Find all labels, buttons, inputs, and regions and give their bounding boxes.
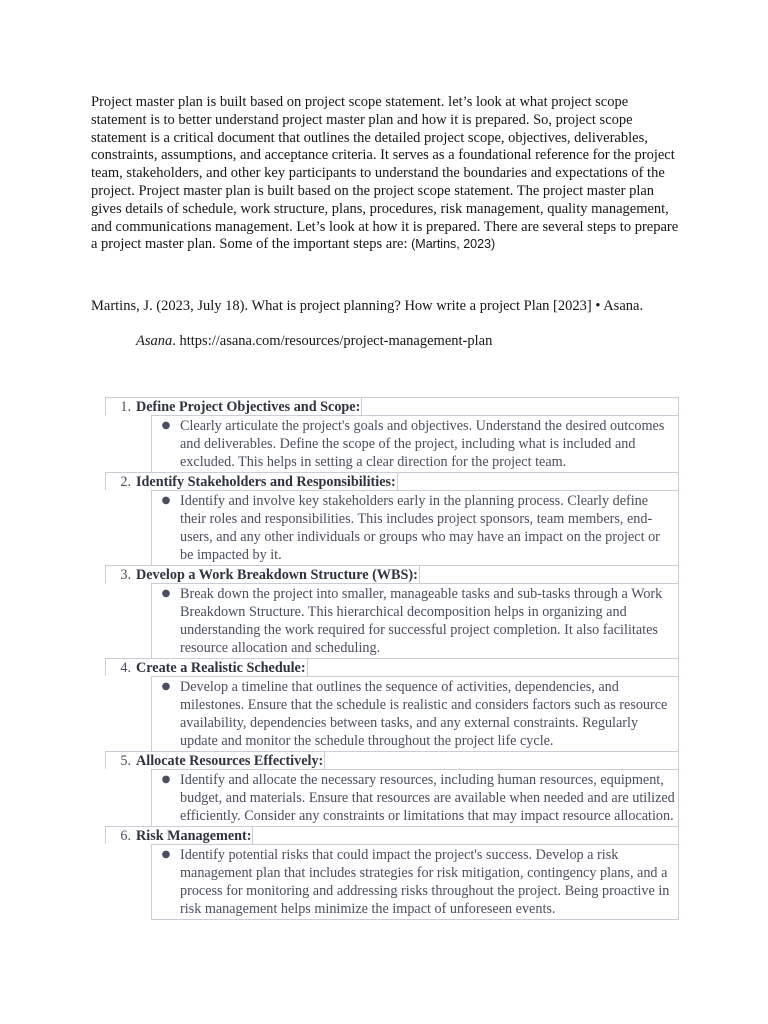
step-number: 4. (120, 659, 131, 676)
reference-url: . https://asana.com/resources/project-management-plan (172, 333, 493, 349)
step-heading (105, 826, 679, 844)
bullet-icon: ● (161, 681, 171, 692)
step-item (105, 565, 679, 658)
step-heading (105, 565, 679, 583)
step-title: Develop a Work Breakdown Structure (WBS): (136, 566, 418, 583)
bullet-icon: ● (161, 420, 171, 431)
intro-citation: (Martins, 2023) (411, 237, 496, 252)
step-title: Allocate Resources Effectively: (136, 752, 324, 769)
step-heading (105, 751, 679, 769)
steps-list (105, 397, 679, 920)
step-item (105, 472, 679, 565)
step-bullet-text: Identify and involve key stakeholders early in the planning process. Clearly define their roles and responsibilities. This includes project sponsors, team members, end-users, and any other individuals or groups who may have an impact on the project or be impacted by it. (180, 493, 660, 563)
step-item (105, 397, 679, 472)
step-title: Create a Realistic Schedule: (136, 659, 306, 676)
bullet-icon: ● (161, 495, 171, 506)
step-bullet-text: Develop a timeline that outlines the sequence of activities, dependencies, and milestones. Ensure that the schedule is realistic and considers factors such as resource availability, dependencies between tasks, and any external constraints. Regularly update and monitor the schedule throughout the project life cycle. (180, 679, 668, 749)
step-title: Identify Stakeholders and Responsibilities: (136, 473, 396, 490)
reference-source-name: Asana (136, 333, 173, 349)
reference-source (136, 332, 696, 350)
step-heading (105, 397, 679, 415)
step-bullet-text: Identify and allocate the necessary resources, including human resources, equipment, budget, and materials. Ensure that resources are available when needed and are utilized efficiently. Consider any constraints or limitations that may impact resource allocation. (180, 772, 675, 824)
step-heading (105, 658, 679, 676)
step-bullet-text: Clearly articulate the project's goals and objectives. Understand the desired outcomes and deliverables. Define the scope of the project, including what is included and excluded. This helps in setting a clear direction for the project team. (180, 418, 665, 470)
step-number: 2. (120, 473, 131, 490)
step-item (105, 751, 679, 826)
step-title: Risk Management: (136, 827, 252, 844)
step-number: 1. (120, 398, 131, 415)
step-item (105, 826, 679, 920)
reference-line: Martins, J. (2023, July 18). What is project planning? How write a project Plan [2023] • Asana. (91, 298, 644, 314)
step-bullet-text: Break down the project into smaller, manageable tasks and sub-tasks through a Work Breakdown Structure. This hierarchical decomposition helps in organizing and understanding the work required for successful project completion. It also facilitates resource allocation and scheduling. (180, 586, 663, 656)
bullet-icon: ● (161, 588, 171, 599)
step-bullet-row (151, 490, 679, 565)
step-number: 6. (120, 827, 131, 844)
step-title: Define Project Objectives and Scope: (136, 398, 361, 415)
step-bullet-row (151, 844, 679, 920)
step-bullet-row (151, 415, 679, 472)
step-number: 5. (120, 752, 131, 769)
step-bullet-row (151, 769, 679, 826)
step-bullet-row (151, 583, 679, 658)
bullet-icon: ● (161, 774, 171, 785)
intro-text: Project master plan is built based on project scope statement. let’s look at what project scope statement is to better understand project master plan and how it is prepared. So, project scope statement is a critical document that outlines the detailed project scope, objectives, deliverables, constraints, assumptions, and acceptance criteria. It serves as a foundational reference for the project team, stakeholders, and other key participants to understand the boundaries and expectations of the project. Project master plan is built based on the project scope statement. The project master plan gives details of schedule, work structure, plans, procedures, risk management, quality management, and communications management. Let’s look at how it is prepared. There are several steps to prepare a project master plan. Some of the important steps are: (91, 94, 679, 253)
step-number: 3. (120, 566, 131, 583)
bullet-icon: ● (161, 849, 171, 860)
step-heading (105, 472, 679, 490)
intro-paragraph (91, 94, 681, 254)
step-item (105, 658, 679, 751)
step-bullet-text: Identify potential risks that could impact the project's success. Develop a risk management plan that includes strategies for risk mitigation, contingency plans, and a process for monitoring and addressing risks throughout the project. Being proactive in risk management helps minimize the impact of unforeseen events. (180, 847, 670, 917)
step-bullet-row (151, 676, 679, 751)
